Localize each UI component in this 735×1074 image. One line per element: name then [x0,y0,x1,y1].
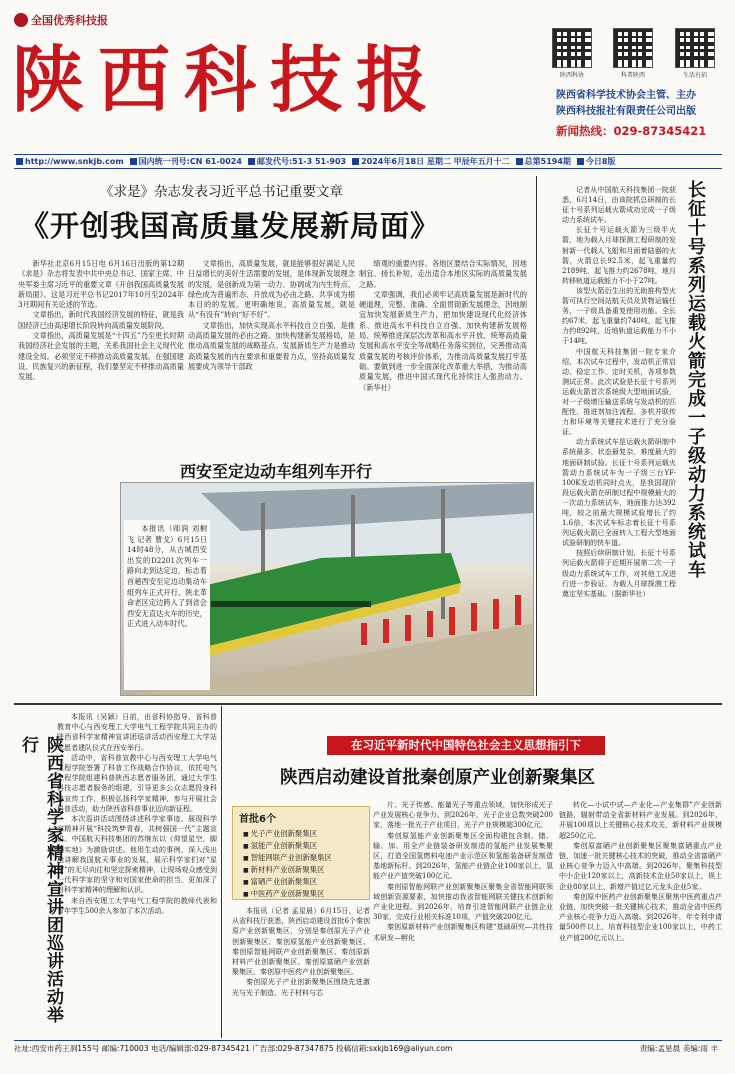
issue-date: 2024年6月18日 星期二 甲辰年五月十二 [352,156,510,167]
hotline: 新闻热线：029-87345421 [556,124,707,138]
post-code: 邮发代号:51-3 51-903 [248,156,346,167]
qr-label-1: 陕西科协 [559,72,584,79]
cluster-column-3: 转化—小试中试—产业化—产业集群”产业创新链路，辐射带动全省新材料产业发展。到2026年，开展100项以上关键核心技术攻关，新材料产业规模超250亿元。 秦创原富硒产业创新聚集区聚集富硒重点产业链，加速一批关键核心技术的突破，推动全省富硒产业核心竞争力迈入中高端。到2026年，聚集科技型中小企业120家以上，高新技术企业50家以上，规上企业80家以上，新增产值过亿元龙头企业5家。 秦创原中医药产业创新聚集区聚焦中医药重点产业链，加快突破一批关键核心技术，推动全省中医药产业核心竞争力迈入高端。到2026年，年专利申请量500件以上，培育科技型企业100家以上，中药工业产值200亿元以上。 [559,801,722,942]
badge-icon [14,13,28,27]
qr-code-icon[interactable] [675,28,715,68]
cluster-column-1: 本报讯（记者 孟星晨）6月15日，记者从省科技厅获悉，陕西启动建设首批6个秦创原产业创新聚集区，分别是秦创原光子产业创新聚集区、秦创原氢能产业创新聚集区、秦创原智能网联产业创新聚集区、秦创原新材料产业创新聚集区、秦创原富硒产业创新聚集区、秦创原中医药产业创新聚集区。 秦创原光子产业创新聚集区围绕先进激光与光子制造、光子材料与芯 [232,907,370,997]
lead-kicker: 《求是》杂志发表习近平总书记重要文章 [100,184,343,200]
lead-column-1: 新华社北京6月15日电 6月16日出版的第12期《求是》杂志将发表中共中央总书记、国家主席、中央军委主席习近平的重要文章《开创我国高质量发展新局面》。这是习近平总书记2017年10月至2024年3月期间有关论述的节选。 文章指出，新时代我国经济发展的特征，就是我国经济已由高速增长阶段转向高质量发展阶段。 文章指出，高质量发展是“十四五”乃至更长时期我国经济社会发展的主题，关系我国社会主义现代化建设全局。必须坚定不移推动高质量发展。在强国建设、民族复兴的新征程，我们要坚定不移推动高质量发展。 [18,259,184,382]
qr-code-icon[interactable] [613,28,653,68]
list-item: ■ 光子产业创新聚集区 [243,828,369,840]
list-item: ■ 智能网联产业创新聚集区 [243,852,369,864]
train-caption: 本报讯（师润 刘桐飞 记者 曹戈）6月15日14时48分，从古城西安出发的D2201次列车一路向北到达定边，标志着首趟西安至定边动集动车组列车正式开行，陕北革命老区定边跨入了到省会西安无直达火车的历史，正式进入动车时代。 [124,520,210,690]
page-count: 今日8版 [577,156,616,167]
science-headline: 陕西省科学家精神宣讲团巡讲活动举行 [18,736,63,1024]
cluster-banner: 在习近平新时代中国特色社会主义思想指引下 [327,736,605,755]
lead-headline: 《开创我国高质量发展新局面》 [20,209,441,243]
info-bar [14,154,722,169]
publisher-line-2: 陕西科技报社有限责任公司出版 [556,106,696,117]
list-item: ■ 氢能产业创新聚集区 [243,840,369,852]
list-item: ■ 新材料产业创新聚集区 [243,864,369,876]
site-url[interactable]: http://www.snkjb.com [16,157,124,166]
divider [221,706,222,1038]
train-headline: 西安至定边动车组列车开行 [180,462,373,481]
divider [14,703,722,705]
science-article: 本报讯（吴颖）日前，由省科协指导，省科普教育中心与西安理工大学电气工程学院共同主办的陕西省科学家精神宣讲团巡讲活动西安理工大学站志愿者建队仪式在西安举行。 活动中，省科普宣教中心与西安理工大学电气工程学院签署了科普工作战略合作协议，依托电气工程学院组建科普陕西志愿者服务团，通过大学生科技志愿者服务的组建，引导更多公众志愿投身科普宣传工作，积极弘扬科学家精神，参与开展社会科普活动，助力陕西省科普事业迈向新征程。 本次巡讲活动围绕讲述科学家事迹、展现科学家精神开展“科技筑梦青春，共树强国一代”主题宣讲。中国航天科技集团的苏继东以《仰望星空，脚踏实地》为激励讲述。他用生动的事例，深入浅出地讲解我国航天事业的发展，展示科学家们对“星空”的无尽向往和坚定探索精神，让现场观众感受到一代科学家的坚守和对国家使命的担当，更加深了对科学家精神的理解和认识。 来自西安理工大学电气工程学院的教师代表和青年学生500余人参加了本次活动。 [57,713,217,915]
list-item: ■ 中医药产业创新聚集区 [243,888,369,900]
rocket-article: 记者从中国航天科技集团一院获悉，6月14日，由该院抓总研制的长征十号系列运载火箭成功完成一子级动力系统试车。 长征十号运载火箭为三级半火箭，地为载人月球探测工程研制的发射新一代载人飞船和月面着陆器的火箭，火箭总长92.5米，起飞重量约2189吨，起飞推力约2678吨，地月转移轨道运载能力不小于27吨。 该型火箭衍生出的无助推构型火箭可执行空间站航天员及货物运输任务，一子级具备重复使用功能。全长约67米，起飞重量约740吨，起飞推力约892吨，近地轨道运载能力不小于14吨。 中国航天科技集团一院专家介绍，本次试车过程中，发动机正常启动、稳定工作、定时关机，各项参数测试正常。此次试验是长征十号系列运载火箭首次系统级大型地面试验，对一子级增压输送系统与发动机的匹配性、推进剂加注流程、多机并联传力和环境等关键技术进行了充分验证。 动力系统试车是运载火箭研制中系统最多、状态最复杂、难度最大的地面研制试验。长征十号系列运载火箭动力系统试车为一子级三台YF-100K发动机同时点火，是我国现阶段运载火箭在研制过程中规模最大的一次动力系统试车，地面推力达392吨，较之前最大规模试验增长了约1.6倍，本次试车标志着长征十号系列运载火箭已全面转入工程大型地面试验研制的快车道。 按照后续研制计划，长征十号系列运载火箭将于近期开展第二次一子级动力系统试车工作，对其他工况进行进一步验证，为载人月球探测工程奠定坚实基础。（据新华社） [562,186,676,598]
divider [536,176,537,696]
rocket-headline: 长征十号系列运载火箭完成一子级动力系统试车 [685,180,706,579]
cluster-headline: 陕西启动建设首批秦创原产业创新聚集区 [280,768,595,788]
lead-column-3: 绩观的重要内容。各地区要结合实际情况，因地制宜、扬长补短，走出适合本地区实际的高质量发展之路。 文章强调，我们必须牢记高质量发展是新时代的硬道理，完整、准确、全面贯彻新发展理念，因地制宜加快发展新质生产力，把加快建设现代化经济体系、推进高水平科技自立自强、加快构建新发展格局、统筹推进深层次改革和高水平开放、统筹高质量发展和高水平安全等战略任务落实到位，完善推动高质量发展的考核评价体系，为推动高质量发展打牢基础。要做到进一步全面深化改革重大举措，为推动高质量发展，推进中国式现代化持续注入强劲动力。（新华社） [359,259,527,392]
footer-address: 社址:西安市药王洞155号 邮编:710003 电话/编辑部:029-87345421 广告部:029-87347875 投稿信箱:sxkjb169@aliyun.com [14,1044,453,1053]
cn-number: 国内统一刊号:CN 61-0024 [130,156,242,167]
lead-column-2: 文章指出，高质量发展，就是能够很好满足人民日益增长的美好生活需要的发展，是体现新发展理念的发展，是创新成为第一动力、协调成为内生特点、绿色成为普遍形态、开放成为必由之路、共享成为根本目的的发展。更明确地说，高质量发展，就是从“有没有”转向“好不好”。 文章指出，加快实现高水平科技自立自强，是推动高质量发展的必由之路。加快构建新发展格局，是推动高质量发展的战略基点。发展新质生产力是推动高质量发展的内在要求和重要着力点，坚持高质量发展要成为领导干部政 [188,259,355,371]
national-badge: 全国优秀科技报 [14,12,108,28]
newspaper-title: 陕西科技报 [12,37,443,122]
qr-label-3: 生活有招 [682,72,707,79]
footer [14,1040,722,1054]
qr-code-icon[interactable] [552,28,592,68]
box-title: 首批6个 [239,814,276,825]
list-item: ■ 富硒产业创新聚集区 [243,876,369,888]
qr-label-2: 科普陕西 [620,72,645,79]
publisher-line-1: 陕西省科学技术协会主管、主办 [556,90,696,101]
footer-editors: 责编:孟星晨 美编:雨 丰 [639,1044,718,1053]
cluster-list-box [232,806,370,900]
cluster-column-2: 片、光子传感、能量光子等重点领域，加快形成光子产业发展核心竞争力。到2026年，光子企业总数突破200家，落地一批光子产业项目，光子产业规模超300亿元。 秦创原氢能产业创新聚集区全面构建包含制、储、输、加、用全产业链装备研发制造的氢能产业发展集聚区，打造全国氢燃料电池产业示范区和氢能装备研发制造基地新标杆。到2026年，氢能产业链企业100家以上，氢能产业产值突破100亿元。 秦创原智能网联产业创新聚集区聚集全省智能网联领域创新资源要素，加快推动我省智能网联关键技术创新和产业化进程。到2026年，培育引进智能网联产业链企业30家，完成行业相关标准10项，产值突破200亿元。 秦创原新材料产业创新聚集区构建“基础研究—共性技术研发—孵化 [373,801,553,942]
issue-number: 总第5194期 [516,156,571,167]
